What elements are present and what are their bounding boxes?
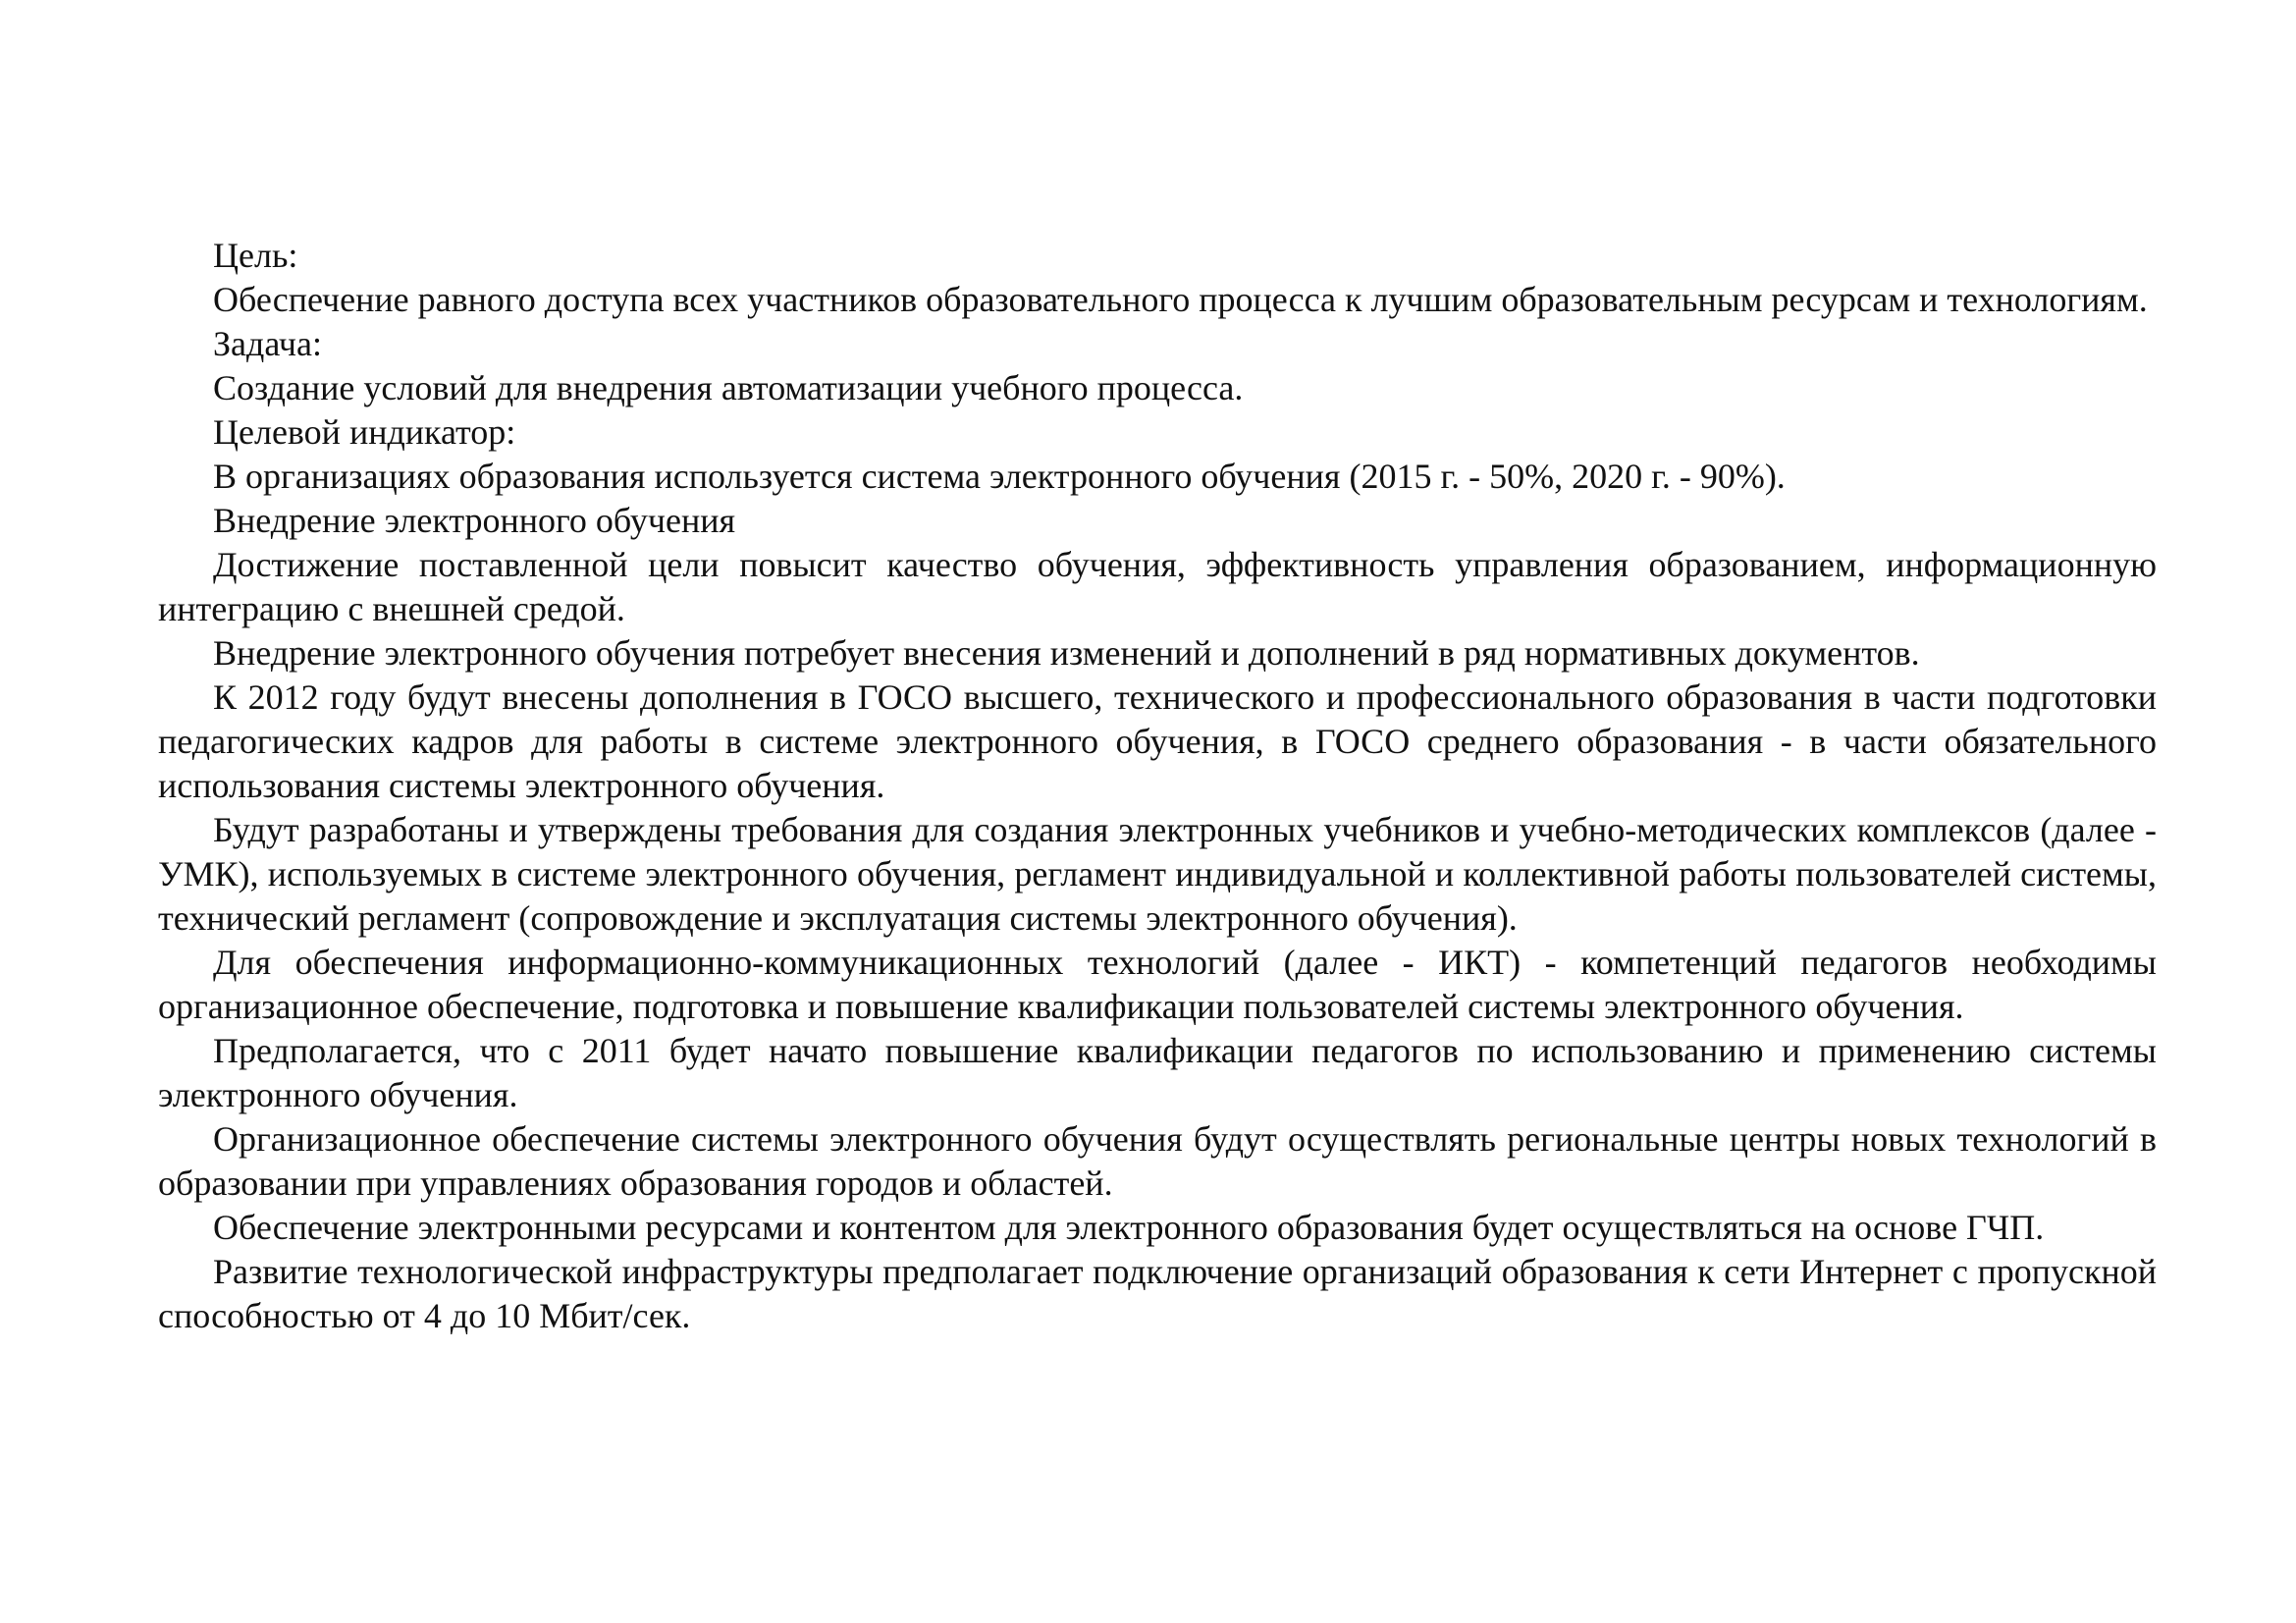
- paragraph-requirements-umk: Будут разработаны и утверждены требования для создания электронных учебников и учебно-методических комплексов (далее - УМК), используемых в системе электронного обучения, регламент индивидуальной и коллективной работы пользователей системы, технический регламент (сопровождение и эксплуатация системы электронного обучения).: [158, 810, 2157, 938]
- paragraph-normative-changes: Внедрение электронного обучения потребует внесения изменений и дополнений в ряд нормативных документов.: [213, 633, 1920, 673]
- paragraph-qualification-2011: Предполагается, что с 2011 будет начато повышение квалификации педагогов по использованию и применению системы электронного обучения.: [158, 1031, 2157, 1114]
- goal-text: Обеспечение равного доступа всех участников образовательного процесса к лучшим образовательным ресурсам и технологиям.: [213, 280, 2148, 319]
- task-text: Создание условий для внедрения автоматизации учебного процесса.: [213, 368, 1244, 407]
- indicator-text: В организациях образования используется система электронного обучения (2015 г. - 50%, 2020 г. - 90%).: [213, 457, 1786, 496]
- goal-heading: Цель:: [213, 236, 298, 275]
- paragraph-goal-achievement: Достижение поставленной цели повысит качество обучения, эффективность управления образованием, информационную интеграцию с внешней средой.: [158, 545, 2157, 628]
- paragraph-ict-competencies: Для обеспечения информационно-коммуникационных технологий (далее - ИКТ) - компетенций педагогов необходимы организационное обеспечение, подготовка и повышение квалификации пользователей системы электронного обучения.: [158, 943, 2157, 1026]
- indicator-heading: Целевой индикатор:: [213, 412, 516, 452]
- task-heading: Задача:: [213, 324, 322, 363]
- paragraph-regional-centers: Организационное обеспечение системы электронного обучения будут осуществлять региональные центры новых технологий в образовании при управлениях образования городов и областей.: [158, 1119, 2157, 1203]
- paragraph-goso-2012: К 2012 году будут внесены дополнения в ГОСО высшего, технического и профессионального образования в части подготовки педагогических кадров для работы в системе электронного обучения, в ГОСО среднего образования - в части обязательного использования системы электронного обучения.: [158, 677, 2157, 805]
- section-heading-elearning: Внедрение электронного обучения: [213, 501, 736, 540]
- paragraph-infrastructure: Развитие технологической инфраструктуры предполагает подключение организаций образования к сети Интернет с пропускной способностью от 4 до 10 Мбит/сек.: [158, 1252, 2157, 1335]
- paragraph-ppp-resources: Обеспечение электронными ресурсами и контентом для электронного образования будет осуществляться на основе ГЧП.: [213, 1208, 2045, 1247]
- document-body: [158, 234, 2157, 1338]
